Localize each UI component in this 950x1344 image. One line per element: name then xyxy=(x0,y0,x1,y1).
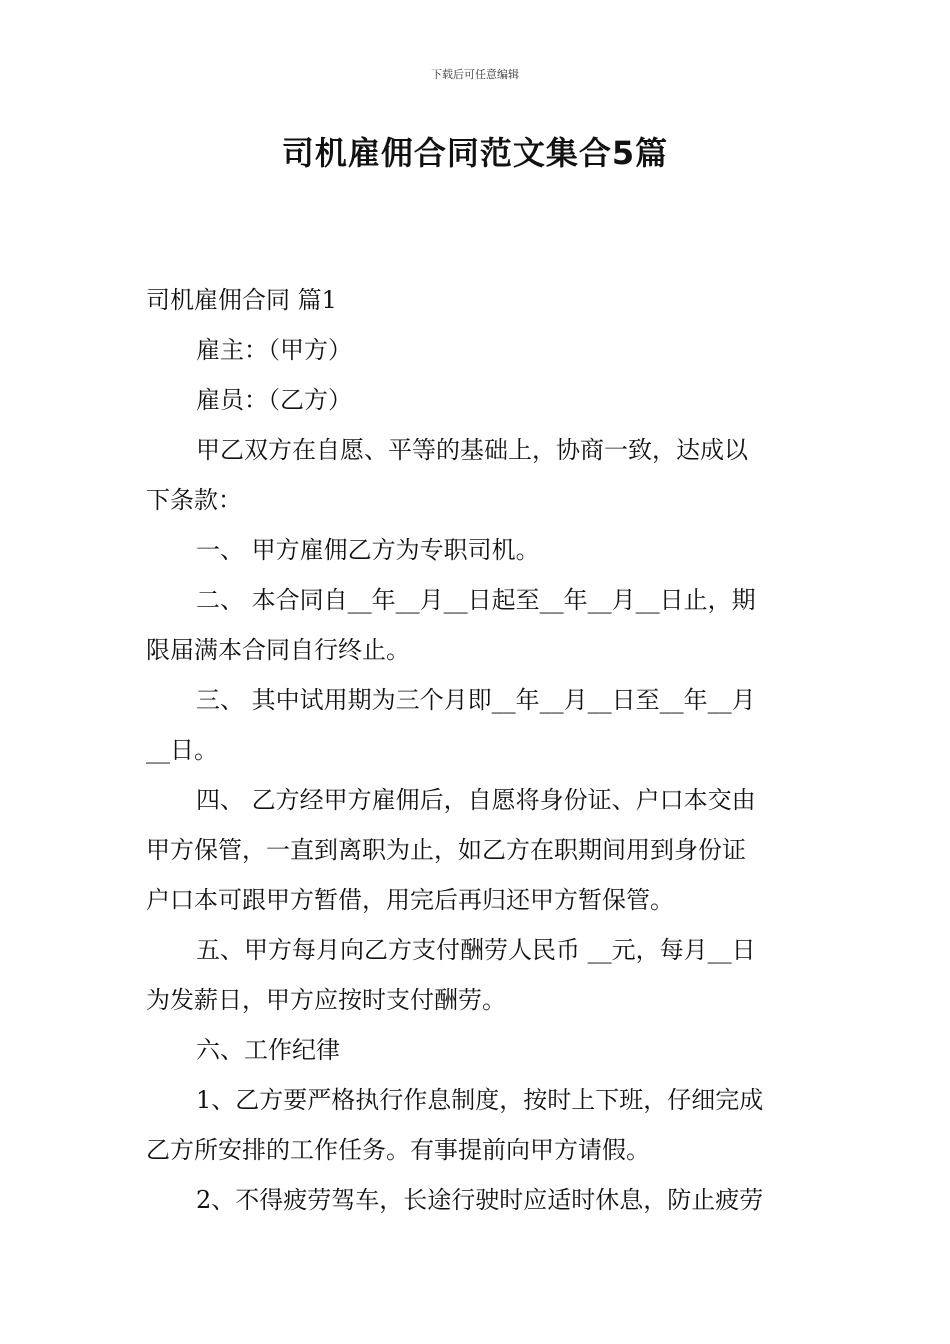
paragraph-line: __日。 xyxy=(146,736,218,764)
document-body xyxy=(146,282,808,1232)
header-note: 下载后可任意编辑 xyxy=(431,68,519,81)
paragraph-line: 四、 乙方经甲方雇佣后，自愿将身份证、户口本交由 xyxy=(196,786,756,814)
paragraph-line: 六、工作纪律 xyxy=(196,1036,340,1064)
paragraph-line: 五、甲方每月向乙方支付酬劳人民币 __元，每月__日 xyxy=(196,936,756,964)
paragraph-line: 雇主：（甲方） xyxy=(196,336,352,364)
paragraph-line: 2、不得疲劳驾车，长途行驶时应适时休息，防止疲劳 xyxy=(196,1186,764,1214)
paragraph-line: 为发薪日，甲方应按时支付酬劳。 xyxy=(146,986,506,1014)
paragraph-line: 二、 本合同自__年__月__日起至__年__月__日止，期 xyxy=(196,586,756,614)
paragraph-line: 下条款： xyxy=(146,486,242,514)
paragraph-line: 甲方保管，一直到离职为止，如乙方在职期间用到身份证 xyxy=(146,836,746,864)
paragraph-line: 户口本可跟甲方暂借，用完后再归还甲方暂保管。 xyxy=(146,886,674,914)
paragraph-line: 1、乙方要严格执行作息制度，按时上下班，仔细完成 xyxy=(196,1086,764,1114)
paragraph-line: 甲乙双方在自愿、平等的基础上，协商一致，达成以 xyxy=(196,436,748,464)
document-title: 司机雇佣合同范文集合5篇 xyxy=(281,134,669,172)
paragraph-line: 雇员：（乙方） xyxy=(196,386,352,414)
paragraph-line: 乙方所安排的工作任务。有事提前向甲方请假。 xyxy=(146,1136,650,1164)
paragraph-line: 限届满本合同自行终止。 xyxy=(146,636,410,664)
paragraph-line: 一、 甲方雇佣乙方为专职司机。 xyxy=(196,536,540,564)
section-heading: 司机雇佣合同 篇1 xyxy=(146,286,337,314)
paragraph-line: 三、 其中试用期为三个月即__年__月__日至__年__月 xyxy=(196,686,756,714)
